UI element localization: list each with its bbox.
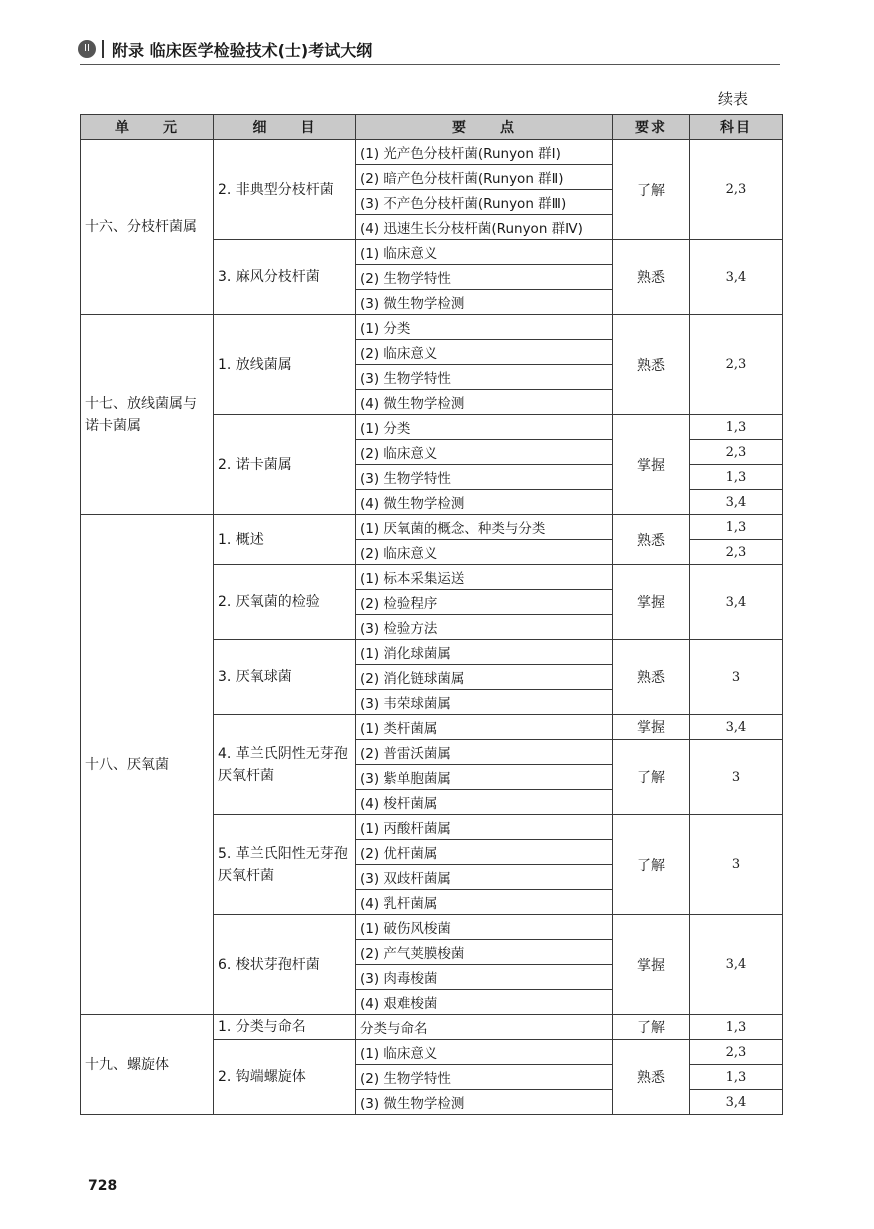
requirement-cell: 了解 xyxy=(613,815,690,915)
detail-cell: 2. 非典型分枝杆菌 xyxy=(214,140,356,240)
unit-cell: 十九、螺旋体 xyxy=(81,1015,214,1115)
subject-cell: 1,3 xyxy=(690,515,783,540)
subject-cell: 3 xyxy=(690,815,783,915)
point-cell: (3) 检验方法 xyxy=(356,615,613,640)
point-cell: (4) 迅速生长分枝杆菌(Runyon 群Ⅳ) xyxy=(356,215,613,240)
requirement-cell: 熟悉 xyxy=(613,1040,690,1115)
detail-cell: 2. 钩端螺旋体 xyxy=(214,1040,356,1115)
table-row xyxy=(81,315,783,340)
detail-cell: 5. 革兰氏阳性无芽孢厌氧杆菌 xyxy=(214,815,356,915)
header-divider xyxy=(102,40,104,58)
subject-cell: 2,3 xyxy=(690,1040,783,1065)
detail-cell: 1. 分类与命名 xyxy=(214,1015,356,1040)
continued-label: 续表 xyxy=(718,90,749,108)
subject-cell: 3 xyxy=(690,640,783,715)
point-cell: (2) 检验程序 xyxy=(356,590,613,615)
point-cell: (4) 微生物学检测 xyxy=(356,490,613,515)
point-cell: (3) 生物学特性 xyxy=(356,365,613,390)
requirement-cell: 掌握 xyxy=(613,565,690,640)
subject-cell: 2,3 xyxy=(690,540,783,565)
requirement-cell: 掌握 xyxy=(613,915,690,1015)
page-number: 728 xyxy=(88,1178,118,1194)
point-cell: (4) 乳杆菌属 xyxy=(356,890,613,915)
subject-cell: 3,4 xyxy=(690,565,783,640)
detail-cell: 2. 诺卡菌属 xyxy=(214,415,356,515)
point-cell: (1) 光产色分枝杆菌(Runyon 群Ⅰ) xyxy=(356,140,613,165)
table-row xyxy=(81,515,783,540)
detail-cell: 3. 麻风分枝杆菌 xyxy=(214,240,356,315)
header-title: 附录 临床医学检验技术(士)考试大纲 xyxy=(112,41,373,60)
detail-cell: 1. 放线菌属 xyxy=(214,315,356,415)
col-header-requirement: 要求 xyxy=(613,115,690,140)
subject-cell: 3,4 xyxy=(690,915,783,1015)
point-cell: (1) 消化球菌属 xyxy=(356,640,613,665)
table-row xyxy=(81,1015,783,1040)
detail-cell: 1. 概述 xyxy=(214,515,356,565)
subject-cell: 3,4 xyxy=(690,715,783,740)
subject-cell: 1,3 xyxy=(690,465,783,490)
table-header-row xyxy=(81,115,783,140)
point-cell: (4) 艰难梭菌 xyxy=(356,990,613,1015)
subject-cell: 3 xyxy=(690,740,783,815)
point-cell: (1) 分类 xyxy=(356,315,613,340)
requirement-cell: 熟悉 xyxy=(613,315,690,415)
point-cell: (2) 优杆菌属 xyxy=(356,840,613,865)
detail-cell: 2. 厌氧菌的检验 xyxy=(214,565,356,640)
point-cell: (2) 临床意义 xyxy=(356,440,613,465)
point-cell: (4) 微生物学检测 xyxy=(356,390,613,415)
requirement-cell: 了解 xyxy=(613,140,690,240)
requirement-cell: 熟悉 xyxy=(613,240,690,315)
detail-cell: 3. 厌氧球菌 xyxy=(214,640,356,715)
subject-cell: 2,3 xyxy=(690,440,783,465)
requirement-cell: 了解 xyxy=(613,740,690,815)
unit-cell: 十八、厌氧菌 xyxy=(81,515,214,1015)
detail-cell: 4. 革兰氏阴性无芽孢厌氧杆菌 xyxy=(214,715,356,815)
point-cell: (3) 生物学特性 xyxy=(356,465,613,490)
point-cell: (2) 普雷沃菌属 xyxy=(356,740,613,765)
point-cell: 分类与命名 xyxy=(356,1015,613,1040)
col-header-unit: 单 元 xyxy=(81,115,214,140)
point-cell: (1) 丙酸杆菌属 xyxy=(356,815,613,840)
unit-cell: 十七、放线菌属与诺卡菌属 xyxy=(81,315,214,515)
subject-cell: 3,4 xyxy=(690,240,783,315)
requirement-cell: 熟悉 xyxy=(613,640,690,715)
point-cell: (2) 临床意义 xyxy=(356,340,613,365)
point-cell: (3) 双歧杆菌属 xyxy=(356,865,613,890)
subject-cell: 3,4 xyxy=(690,1090,783,1115)
point-cell: (2) 生物学特性 xyxy=(356,265,613,290)
requirement-cell: 掌握 xyxy=(613,415,690,515)
point-cell: (3) 不产色分枝杆菌(Runyon 群Ⅲ) xyxy=(356,190,613,215)
subject-cell: 2,3 xyxy=(690,140,783,240)
point-cell: (2) 消化链球菌属 xyxy=(356,665,613,690)
col-header-point: 要 点 xyxy=(356,115,613,140)
requirement-cell: 了解 xyxy=(613,1015,690,1040)
point-cell: (2) 生物学特性 xyxy=(356,1065,613,1090)
col-header-detail: 细 目 xyxy=(214,115,356,140)
subject-cell: 2,3 xyxy=(690,315,783,415)
requirement-cell: 掌握 xyxy=(613,715,690,740)
syllabus-table xyxy=(80,114,783,1115)
point-cell: (1) 标本采集运送 xyxy=(356,565,613,590)
point-cell: (1) 破伤风梭菌 xyxy=(356,915,613,940)
point-cell: (3) 微生物学检测 xyxy=(356,1090,613,1115)
point-cell: (3) 韦荣球菌属 xyxy=(356,690,613,715)
point-cell: (3) 微生物学检测 xyxy=(356,290,613,315)
running-header xyxy=(78,35,778,65)
point-cell: (3) 肉毒梭菌 xyxy=(356,965,613,990)
point-cell: (2) 临床意义 xyxy=(356,540,613,565)
point-cell: (4) 梭杆菌属 xyxy=(356,790,613,815)
detail-cell: 6. 梭状芽孢杆菌 xyxy=(214,915,356,1015)
requirement-cell: 熟悉 xyxy=(613,515,690,565)
point-cell: (1) 临床意义 xyxy=(356,240,613,265)
point-cell: (1) 厌氧菌的概念、种类与分类 xyxy=(356,515,613,540)
table-row xyxy=(81,140,783,165)
unit-cell: 十六、分枝杆菌属 xyxy=(81,140,214,315)
subject-cell: 1,3 xyxy=(690,1065,783,1090)
subject-cell: 3,4 xyxy=(690,490,783,515)
header-rule xyxy=(80,64,780,65)
table-body xyxy=(81,140,783,1115)
point-cell: (1) 分类 xyxy=(356,415,613,440)
point-cell: (1) 类杆菌属 xyxy=(356,715,613,740)
chapter-badge-icon: II xyxy=(78,40,96,58)
col-header-subject: 科目 xyxy=(690,115,783,140)
point-cell: (2) 产气荚膜梭菌 xyxy=(356,940,613,965)
point-cell: (1) 临床意义 xyxy=(356,1040,613,1065)
point-cell: (3) 紫单胞菌属 xyxy=(356,765,613,790)
point-cell: (2) 暗产色分枝杆菌(Runyon 群Ⅱ) xyxy=(356,165,613,190)
subject-cell: 1,3 xyxy=(690,415,783,440)
subject-cell: 1,3 xyxy=(690,1015,783,1040)
